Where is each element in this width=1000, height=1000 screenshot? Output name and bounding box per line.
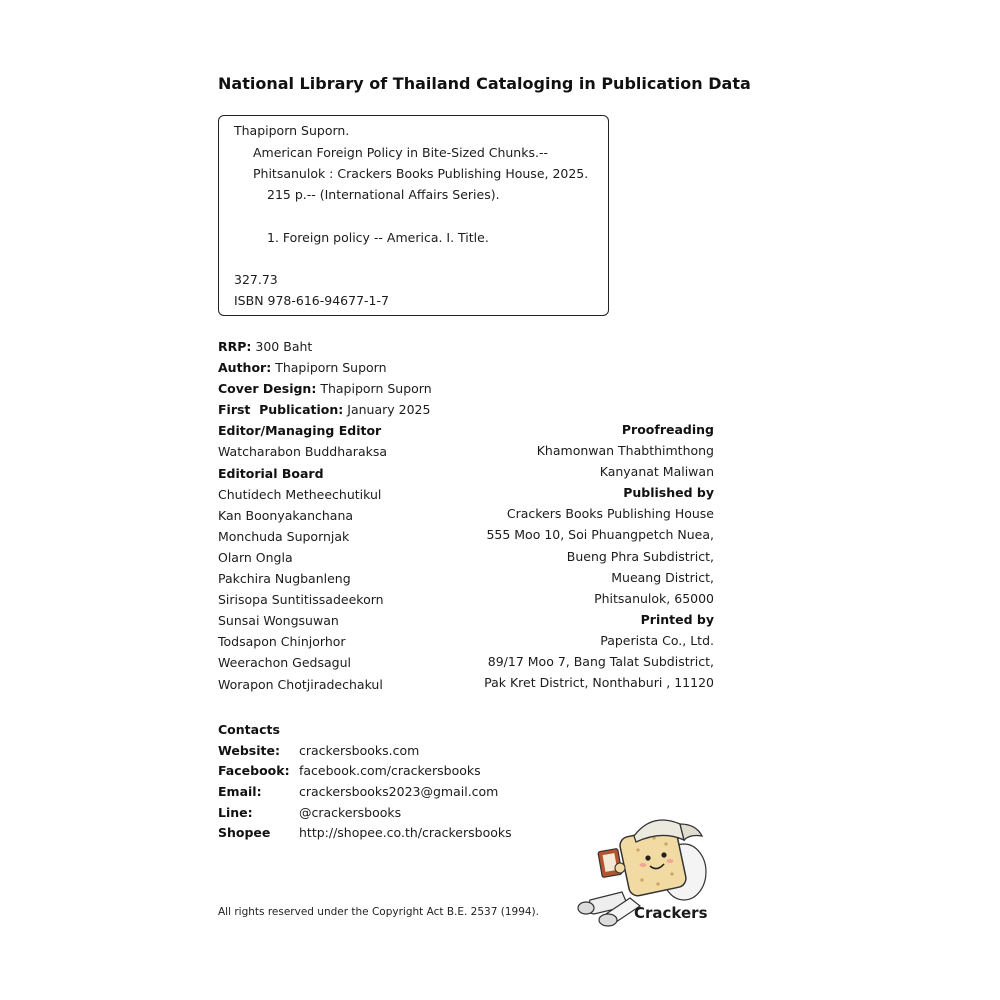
production-column — [484, 419, 714, 693]
editor-label: Editor/Managing Editor — [218, 423, 382, 439]
editorial-board-label: Editorial Board — [218, 465, 324, 481]
first-publication-row — [218, 399, 432, 420]
copyright-notice: All rights reserved under the Copyright Act B.E. 2537 (1994). — [218, 906, 539, 918]
facebook-link[interactable]: facebook.com/crackersbooks — [299, 763, 481, 779]
publisher-line: Phitsanulok, 65000 — [594, 590, 714, 606]
cip-subjects: 1. Foreign policy -- America. I. Title. — [267, 230, 489, 245]
page-title: National Library of Thailand Cataloging in Publication Data — [218, 74, 751, 93]
board-member: Sunsai Wongsuwan — [218, 613, 339, 629]
contacts-section — [218, 720, 512, 844]
proofreader-name: Khamonwan Thabthimthong — [536, 443, 714, 459]
cip-class-number: 327.73 — [234, 272, 278, 287]
publisher-line: 555 Moo 10, Soi Phuangpetch Nuea, — [486, 527, 714, 543]
board-member: Monchuda Supornjak — [218, 528, 350, 544]
cover-design-value: Thapiporn Suporn — [320, 381, 432, 397]
author-value: Thapiporn Suporn — [275, 360, 387, 376]
website-link[interactable]: crackersbooks.com — [299, 742, 420, 758]
first-publication-label: First Publication: — [218, 402, 344, 418]
published-by-label: Published by — [623, 485, 714, 501]
board-member: Pakchira Nugbanleng — [218, 571, 351, 587]
contact-line — [218, 803, 512, 824]
cover-design-label: Cover Design: — [218, 381, 317, 397]
author-label: Author: — [218, 360, 272, 376]
contact-email — [218, 782, 512, 803]
email-link[interactable]: crackersbooks2023@gmail.com — [299, 784, 499, 800]
contact-label: Shopee — [218, 825, 271, 841]
cip-imprint: Phitsanulok : Crackers Books Publishing House, 2025. — [253, 166, 589, 181]
board-member: Worapon Chotjiradechakul — [218, 676, 383, 692]
printer-line: Pak Kret District, Nonthaburi , 11120 — [484, 675, 714, 691]
publisher-line: Mueang District, — [611, 569, 714, 585]
first-publication-value: January 2025 — [347, 402, 431, 418]
contact-label: Line: — [218, 804, 253, 820]
cip-pages: 215 p.-- (International Affairs Series). — [267, 187, 500, 202]
printed-by-label: Printed by — [640, 611, 714, 627]
board-member: Chutidech Metheechutikul — [218, 486, 382, 502]
board-member: Kan Boonyakanchana — [218, 507, 354, 523]
contact-facebook — [218, 761, 512, 782]
proofreading-label: Proofreading — [621, 422, 714, 437]
shopee-link[interactable]: http://shopee.co.th/crackersbooks — [299, 825, 512, 841]
credits-column — [218, 336, 432, 695]
publisher-line: Bueng Phra Subdistrict, — [566, 548, 714, 564]
line-link[interactable]: @crackersbooks — [299, 804, 402, 820]
cover-design-row — [218, 378, 432, 399]
cip-title: American Foreign Policy in Bite-Sized Chunks.-- — [253, 145, 548, 160]
cracker-mascot-logo — [572, 810, 722, 930]
contact-shopee — [218, 823, 512, 844]
contact-label: Facebook: — [218, 763, 290, 779]
board-member: Todsapon Chinjorhor — [218, 634, 346, 650]
rrp-row — [218, 336, 432, 357]
contact-website — [218, 741, 512, 762]
logo-text: Crackers — [634, 904, 708, 922]
cip-author: Thapiporn Suporn. — [234, 123, 350, 138]
contact-label: Email: — [218, 784, 262, 800]
board-member: Sirisopa Suntitissadeekorn — [218, 592, 384, 608]
board-member: Weerachon Gedsagul — [218, 655, 351, 671]
rrp-value: 300 Baht — [255, 339, 313, 354]
contacts-heading: Contacts — [218, 722, 280, 737]
cip-record-box — [218, 115, 609, 316]
publisher-line: Crackers Books Publishing House — [506, 506, 714, 522]
printer-line: 89/17 Moo 7, Bang Talat Subdistrict, — [487, 654, 714, 670]
board-member: Olarn Ongla — [218, 549, 293, 565]
contact-label: Website: — [218, 742, 280, 758]
printer-line: Paperista Co., Ltd. — [600, 632, 714, 648]
cip-isbn: ISBN 978-616-94677-1-7 — [234, 293, 389, 308]
rrp-label: RRP: — [218, 339, 252, 354]
author-row — [218, 357, 432, 378]
editor-name: Watcharabon Buddharaksa — [218, 444, 388, 460]
proofreader-name: Kanyanat Maliwan — [599, 464, 714, 480]
